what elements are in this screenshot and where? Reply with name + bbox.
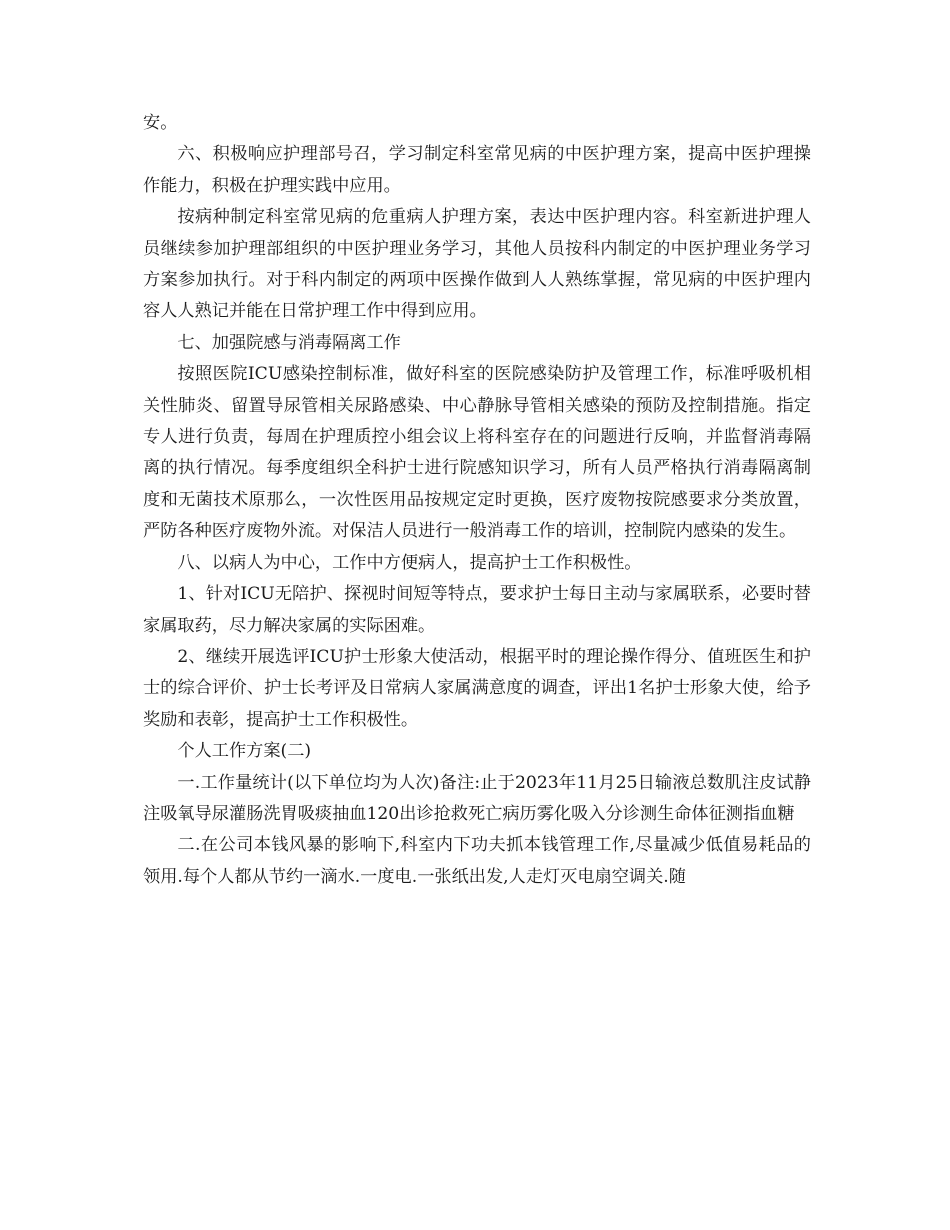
paragraph: 按照医院ICU感染控制标准，做好科室的医院感染防护及管理工作，标准呼吸机相关性肺炎、留置导尿管相关尿路感染、中心静脉导管相关感染的预防及控制措施。指定专人进行负责，每周在护理质控小组会议上将科室存在的问题进行反响，并监督消毒隔离的执行情况。每季度组织全科护士进行院感知识学习，所有人员严格执行消毒隔离制度和无菌技术原那么，一次性医用品按规定定时更换，医疗废物按院感要求分类放置，严防各种医疗废物外流。对保洁人员进行一般消毒工作的培训，控制院内感染的发生。	[143, 364, 811, 542]
paragraph: 2、继续开展选评ICU护士形象大使活动，根据平时的理论操作得分、值班医生和护士的综合评价、护士长考评及日常病人家属满意度的调查，评出1名护士形象大使，给予奖励和表彰，提高护士工作积极性。	[143, 646, 811, 730]
section-heading: 个人工作方案(二)	[177, 741, 312, 762]
section-heading: 七、加强院感与消毒隔离工作	[177, 332, 401, 353]
paragraph: 安。	[143, 113, 178, 133]
paragraph: 1、针对ICU无陪护、探视时间短等特点，要求护士每日主动与家属联系，必要时替家属取药，尽力解决家属的实际困难。	[143, 584, 811, 636]
section-heading: 八、以病人为中心，工作中方便病人，提高护士工作积极性。	[177, 552, 642, 573]
paragraph: 二.在公司本钱风暴的影响下,科室内下功夫抓本钱管理工作,尽量减少低值易耗品的领用.每个人都从节约一滴水.一度电.一张纸出发,人走灯灭电扇空调关.随	[143, 835, 811, 887]
paragraph: 一.工作量统计(以下单位均为人次)备注:止于2023年11月25日输液总数肌注皮试静注吸氧导尿灌肠洗胃吸痰抽血120出诊抢救死亡病历雾化吸入分诊测生命体征测指血糖	[143, 772, 811, 824]
document-body	[143, 108, 811, 893]
paragraph: 按病种制定科室常见病的危重病人护理方案，表达中医护理内容。科室新进护理人员继续参加护理部组织的中医护理业务学习，其他人员按科内制定的中医护理业务学习方案参加执行。对于科内制定的两项中医操作做到人人熟练掌握，常见病的中医护理内容人人熟记并能在日常护理工作中得到应用。	[143, 207, 811, 322]
paragraph: 六、积极响应护理部号召，学习制定科室常见病的中医护理方案，提高中医护理操作能力，积极在护理实践中应用。	[143, 144, 811, 196]
